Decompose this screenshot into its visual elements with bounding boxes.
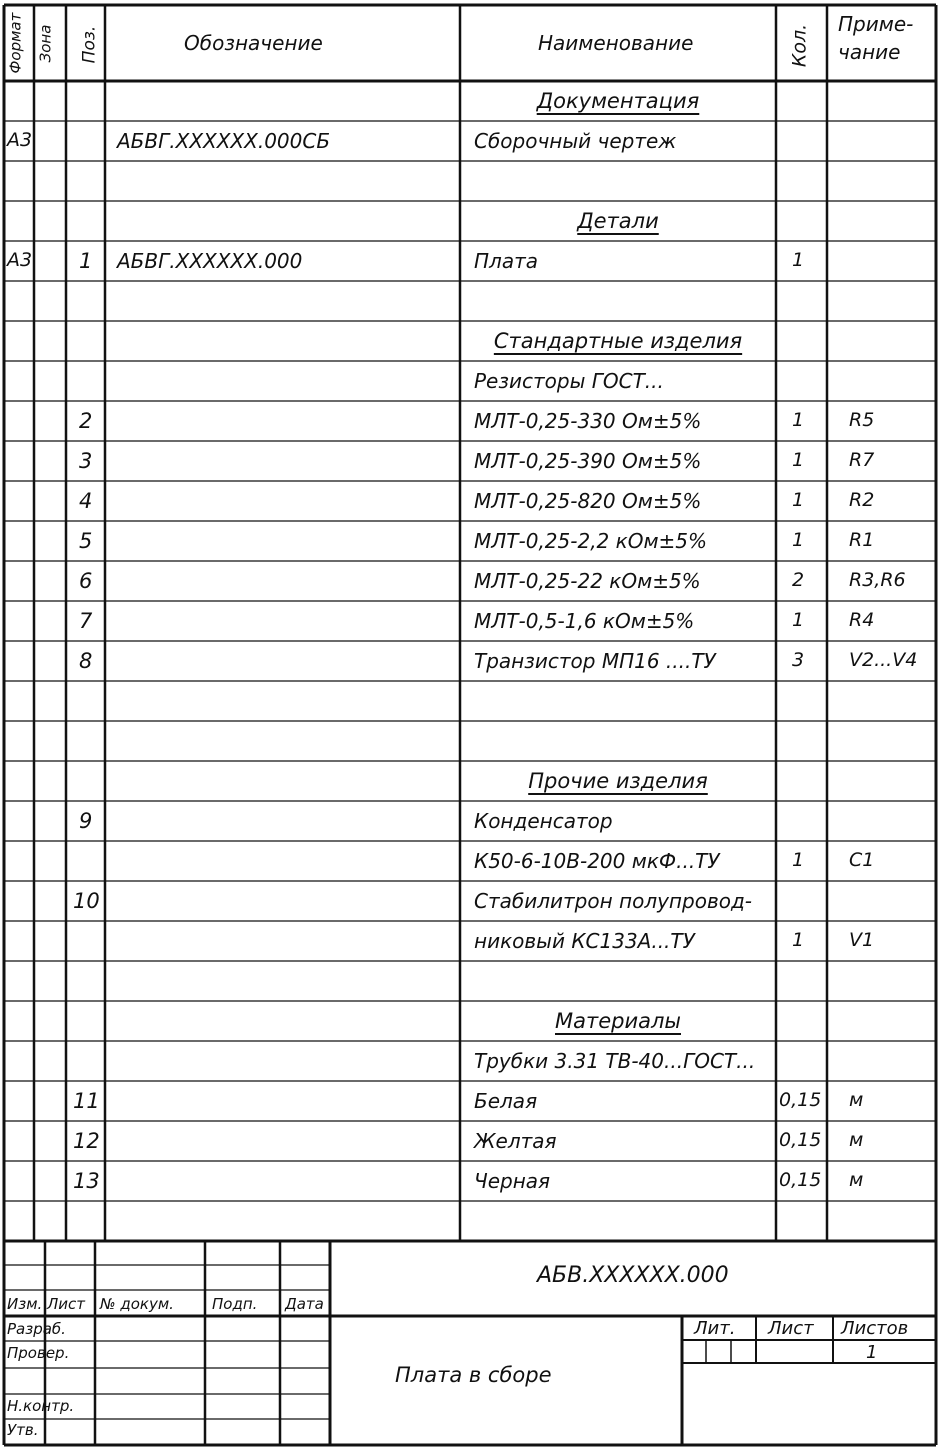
row-qty: 1 <box>792 249 805 271</box>
row-qty: 3 <box>792 649 805 671</box>
row-pos: 4 <box>79 489 93 513</box>
row-qty: 0,15 <box>779 1089 822 1111</box>
row-pos: 9 <box>79 809 93 833</box>
header-qty: Кол. <box>788 23 811 68</box>
row-note: м <box>849 1169 864 1191</box>
tb-lit: Лит. <box>694 1318 736 1339</box>
row-qty: 1 <box>792 409 805 431</box>
row-format: А3 <box>7 249 33 271</box>
row-pos: 7 <box>79 609 93 633</box>
row-qty: 1 <box>792 449 805 471</box>
row-note: R3,R6 <box>849 569 906 591</box>
row-note: V1 <box>849 929 875 951</box>
tb-sheets: Листов <box>841 1318 909 1339</box>
row-pos: 6 <box>79 569 93 593</box>
row-name: Резисторы ГОСТ... <box>474 369 664 393</box>
row-note: R7 <box>849 449 875 471</box>
tb-izm: Изм. <box>7 1295 43 1313</box>
tb-razrab: Разраб. <box>7 1320 66 1338</box>
row-note: С1 <box>849 849 875 871</box>
row-name: Трубки 3.31 ТВ-40...ГОСТ... <box>474 1049 756 1073</box>
row-section-title: Стандартные изделия <box>493 329 743 353</box>
row-name: Конденсатор <box>474 809 613 833</box>
row-name: Сборочный чертеж <box>474 129 677 153</box>
tb-list: Лист <box>47 1295 86 1313</box>
row-qty: 2 <box>792 569 805 591</box>
row-note: V2...V4 <box>849 649 918 671</box>
row-section-title: Детали <box>577 209 659 233</box>
header-name: Наименование <box>538 31 694 55</box>
row-note: R2 <box>849 489 875 511</box>
doc-title: Плата в сборе <box>395 1363 552 1387</box>
row-name: Белая <box>474 1089 538 1113</box>
row-name: Плата <box>474 249 538 273</box>
row-name: Транзистор МП16 ....ТУ <box>474 649 716 673</box>
header-zone: Зона <box>36 24 55 63</box>
row-name: МЛТ-0,25-2,2 кОм±5% <box>474 529 708 553</box>
row-qty: 0,15 <box>779 1129 822 1151</box>
doc-code: АБВ.XXXXXX.000 <box>537 1263 729 1288</box>
tb-podp: Подп. <box>212 1295 258 1313</box>
row-pos: 5 <box>79 529 93 553</box>
row-pos: 12 <box>73 1129 100 1153</box>
row-pos: 11 <box>73 1089 100 1113</box>
row-name: Желтая <box>474 1129 557 1153</box>
tb-sheets-value: 1 <box>866 1342 878 1363</box>
row-name: МЛТ-0,25-330 Ом±5% <box>474 409 702 433</box>
row-note: м <box>849 1129 864 1151</box>
row-pos: 13 <box>73 1169 100 1193</box>
tb-prover: Провер. <box>7 1344 70 1362</box>
row-section-title: Прочие изделия <box>528 769 708 793</box>
row-pos: 10 <box>73 889 100 913</box>
header-note-line2: чание <box>838 40 901 64</box>
tb-utv: Утв. <box>7 1421 39 1439</box>
header-pos: Поз. <box>79 25 100 64</box>
row-pos: 1 <box>79 249 93 273</box>
row-qty: 0,15 <box>779 1169 822 1191</box>
row-section-title: Документация <box>536 89 700 113</box>
row-qty: 1 <box>792 849 805 871</box>
row-name: никовый КС133А...ТУ <box>474 929 695 953</box>
row-name: МЛТ-0,25-390 Ом±5% <box>474 449 702 473</box>
row-name: МЛТ-0,25-820 Ом±5% <box>474 489 702 513</box>
tb-ndoc: № докум. <box>100 1295 174 1313</box>
tb-sheet: Лист <box>768 1318 814 1339</box>
row-note: R1 <box>849 529 875 551</box>
row-name: МЛТ-0,5-1,6 кОм±5% <box>474 609 695 633</box>
header-note-line1: Приме- <box>838 12 914 36</box>
row-qty: 1 <box>792 489 805 511</box>
row-note: R4 <box>849 609 875 631</box>
row-name: Черная <box>474 1169 551 1193</box>
row-name: К50-6-10В-200 мкФ...ТУ <box>474 849 720 873</box>
tb-data: Дата <box>285 1295 324 1313</box>
row-qty: 1 <box>792 609 805 631</box>
row-note: м <box>849 1089 864 1111</box>
row-designation: АБВГ.XXXXXX.000 <box>117 249 303 273</box>
header-format: Формат <box>6 12 25 74</box>
row-qty: 1 <box>792 929 805 951</box>
row-pos: 2 <box>79 409 93 433</box>
row-designation: АБВГ.XXXXXX.000СБ <box>117 129 331 153</box>
row-section-title: Материалы <box>555 1009 681 1033</box>
row-note: R5 <box>849 409 875 431</box>
row-pos: 8 <box>79 649 93 673</box>
row-qty: 1 <box>792 529 805 551</box>
row-name: Стабилитрон полупровод- <box>474 889 753 913</box>
row-name: МЛТ-0,25-22 кОм±5% <box>474 569 701 593</box>
row-pos: 3 <box>79 449 93 473</box>
row-format: А3 <box>7 129 33 151</box>
header-designation: Обозначение <box>184 31 323 55</box>
tb-nkontr: Н.контр. <box>7 1397 75 1415</box>
